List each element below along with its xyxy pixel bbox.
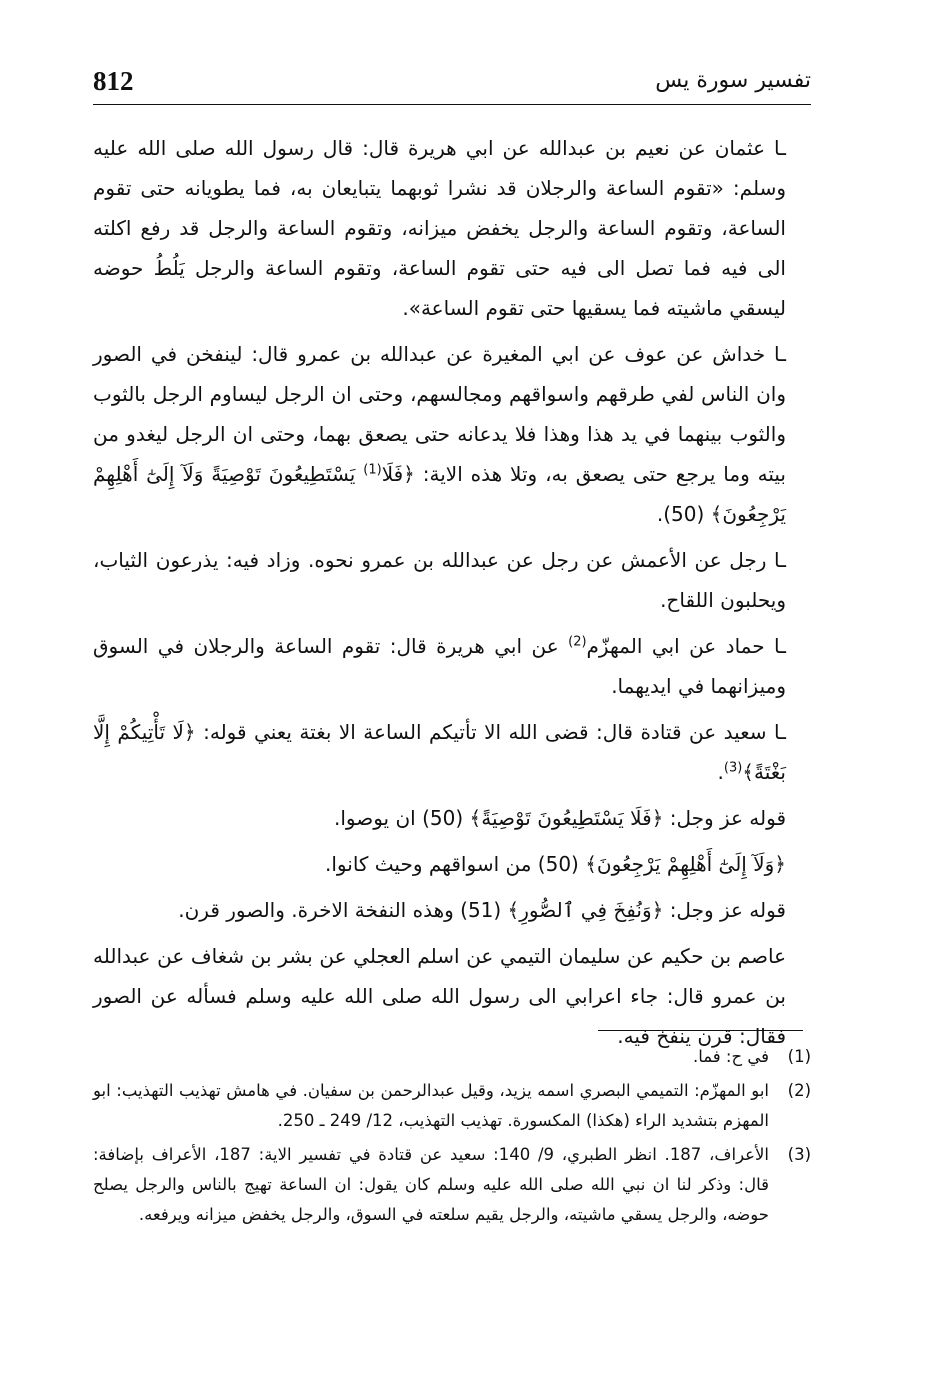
footnote-text: الأعراف، 187. انظر الطبري، 9/ 140: سعيد عن قتادة في تفسير الاية: 187، الأعراف بإضافة: قال: وذكر لنا ان نبي الله صلى الله عليه وسلم كان يقول: ان الساعة تهيج بالناس والرجل يصلح حوضه، والرجل يسقي ماشيته، والرجل يقيم سلعته في السوق، والرجل يخفض ميزانه ويرفعه. <box>93 1145 770 1224</box>
paragraph <box>93 798 811 838</box>
running-title: تفسير سورة يس <box>655 68 811 93</box>
paragraph <box>93 540 811 620</box>
footnote-text: ابو المهزّم: التميمي البصري اسمه يزيد، وقيل عبدالرحمن بن سفيان. في هامش تهذيب التهذيب: ابو المهزم بتشديد الراء (هكذا) المكسورة. تهذيب التهذيب، 12/ 249 ـ 250. <box>93 1081 769 1130</box>
paragraph <box>93 890 811 930</box>
paragraph-text: عاصم بن حكيم عن سليمان التيمي عن اسلم العجلي عن بشر بن شغاف عن عبدالله بن عمرو قال: جاء اعرابي الى رسول الله صلى الله عليه وسلم فسأله عن الصور فقال: قرن ينفخ فيه. <box>93 944 786 1048</box>
page-number: 812 <box>93 66 134 96</box>
paragraph-text: ـا رجل عن الأعمش عن رجل عن عبدالله بن عمرو نحوه. وزاد فيه: يذرعون الثياب، ويحلبون اللقاح. <box>93 548 786 612</box>
footnote-number: (1) <box>787 1047 811 1066</box>
paragraph <box>93 936 811 1056</box>
footnote-ref: (3) <box>723 760 743 776</box>
page-header <box>93 66 811 106</box>
footnote-rule <box>598 1030 803 1031</box>
footnote-text: في ح: فما. <box>692 1047 769 1066</box>
footnote <box>93 1140 811 1230</box>
header-rule <box>93 104 811 105</box>
footnote <box>93 1076 811 1136</box>
paragraph-text: . <box>717 760 724 784</box>
paragraph <box>93 712 811 792</box>
paragraph-text: ﴿وَلَآ إِلَىٰٓ أَهْلِهِمْ يَرْجِعُونَ﴾ (50) من اسواقهم وحيث كانوا. <box>325 852 786 876</box>
paragraph <box>93 626 811 706</box>
paragraph-text: ـا حماد عن ابي المهزّم <box>586 634 787 658</box>
paragraph-text: قوله عز وجل: ﴿فَلَا يَسْتَطِيعُونَ تَوْصِيَةً﴾ (50) ان يوصوا. <box>334 806 786 830</box>
footnote-number: (2) <box>787 1081 811 1100</box>
footnote-ref: (2) <box>568 634 587 650</box>
paragraph <box>93 128 811 328</box>
paragraph-text: ـا سعيد عن قتادة قال: قضى الله الا تأتيكم الساعة الا بغتة يعني قوله: ﴿لَا تَأْتِيكُمْ إِلَّا بَغْتَةً﴾ <box>93 720 786 784</box>
paragraph <box>93 844 811 884</box>
footnotes <box>93 1042 811 1234</box>
footnote <box>93 1042 811 1072</box>
paragraph-text: يَسْتَطِيعُونَ تَوْصِيَةً وَلَآ إِلَىٰٓ أَهْلِهِمْ يَرْجِعُونَ﴾ (50). <box>93 462 786 526</box>
paragraph-text: ـا عثمان عن نعيم بن عبدالله عن ابي هريرة قال: قال رسول الله صلى الله عليه وسلم: «تقوم الساعة والرجلان قد نشرا ثوبهما يتبايعان به، فما يطويانه حتى تقوم الساعة، وتقوم الساعة والرجل يخفض ميزانه، وتقوم الساعة والرجل قد رفع اكلته الى فيه فما تصل الى فيه حتى تقوم الساعة، وتقوم الساعة والرجل يَلُطُ حوضه ليسقي ماشيته فما يسقيها حتى تقوم الساعة». <box>93 136 786 320</box>
paragraph-text: عن ابي هريرة قال: تقوم الساعة والرجلان في السوق وميزانهما في ايديهما. <box>93 634 786 698</box>
footnote-number: (3) <box>787 1145 811 1164</box>
paragraph-text: ـا خداش عن عوف عن ابي المغيرة عن عبدالله بن عمرو قال: لينفخن في الصور وان الناس لفي طرقهم واسواقهم ومجالسهم، وحتى ان الرجل ليساوم الرجل بالثوب والثوب بينهما في يد هذا وهذا فلا يدعانه حتى يصعق بهما، وحتى ان الرجل ليغدو من بيته وما يرجع حتى يصعق به، وتلا هذه الاية: ﴿فَلَا <box>93 342 786 486</box>
footnote-ref: (1) <box>363 462 382 478</box>
paragraph-text: قوله عز وجل: ﴿وَنُفِخَ فِي ٱلصُّورِ﴾ (51) وهذه النفخة الاخرة. والصور قرن. <box>178 898 786 922</box>
paragraph <box>93 334 811 534</box>
main-text <box>93 128 811 1062</box>
